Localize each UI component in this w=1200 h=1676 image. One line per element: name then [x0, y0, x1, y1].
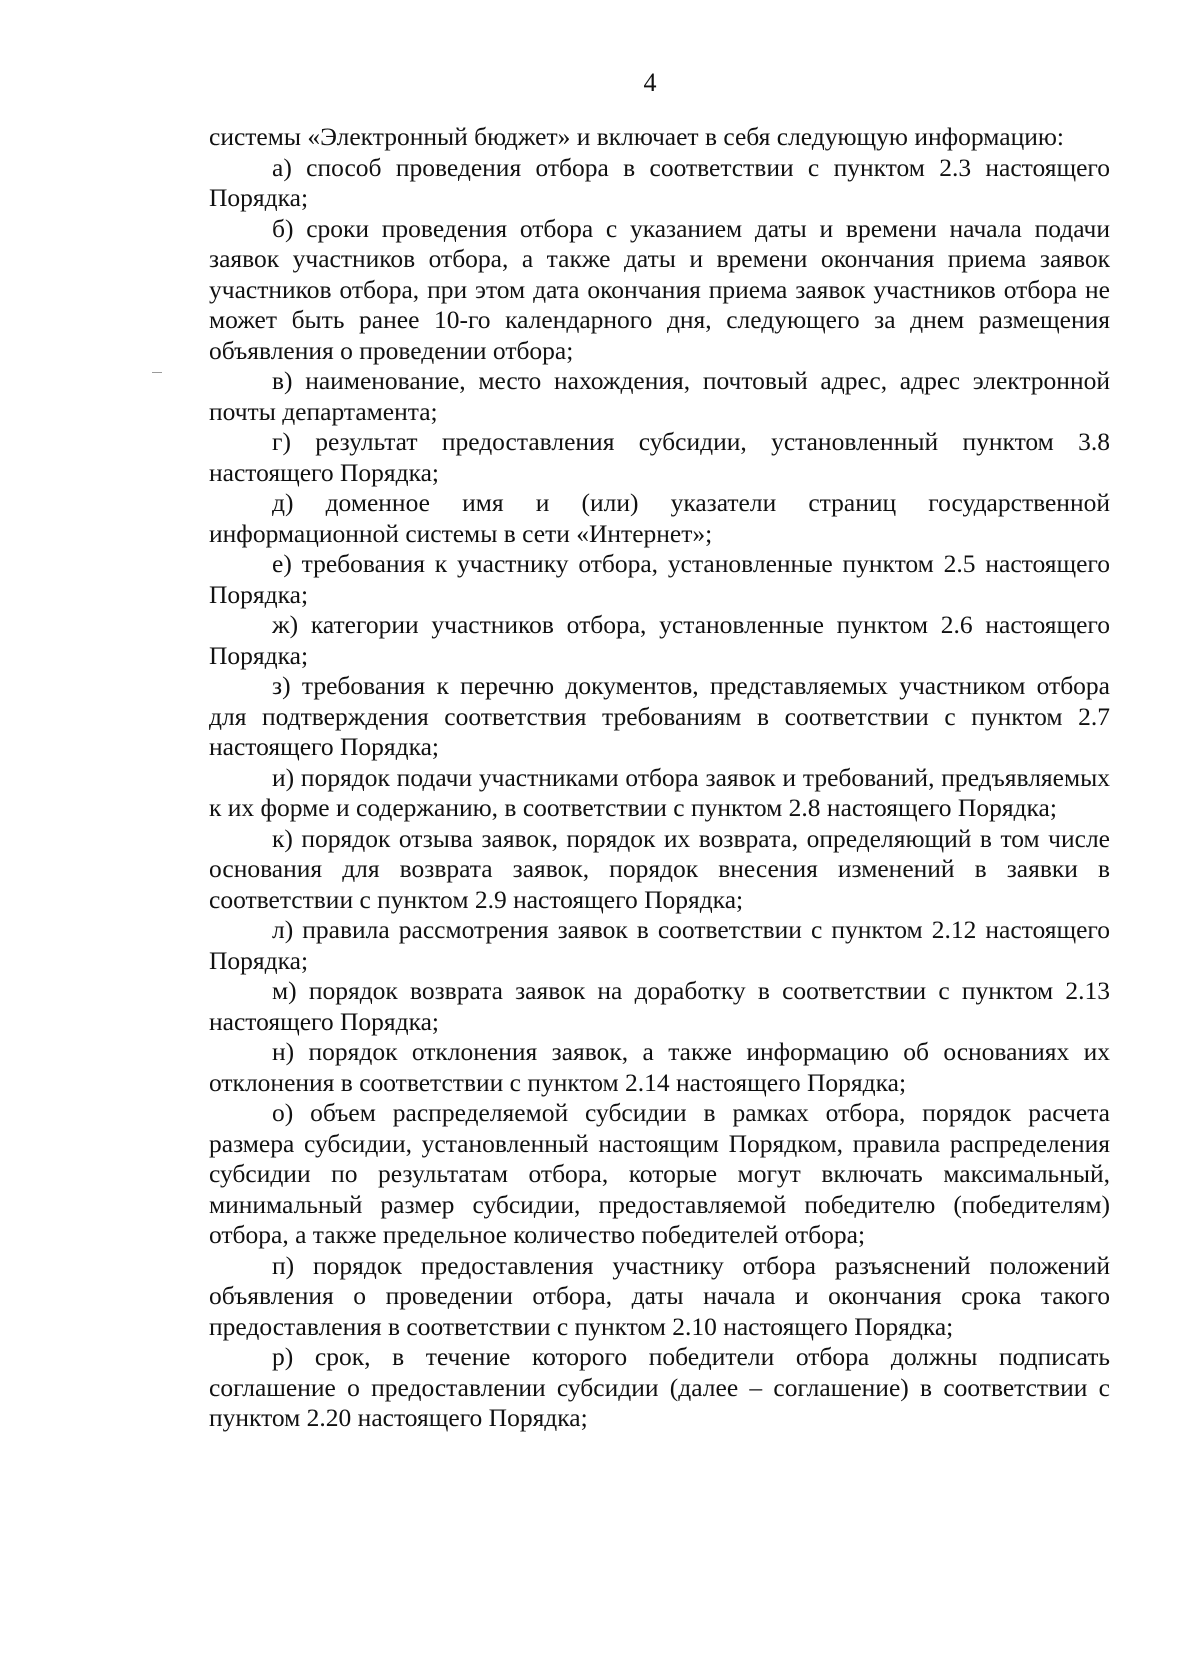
list-item-o: о) объем распределяемой субсидии в рамках отбора, порядок расчета размера субсидии, установленный настоящим Порядком, правила распределения субсидии по результатам отбора, которые могут включать максимальный, минимальный размер субсидии, предоставляемой победителю (победителям) отбора, а также предельное количество победителей отбора; — [209, 1098, 1110, 1249]
list-item-m: м) порядок возврата заявок на доработку в соответствии с пунктом 2.13 настоящего Порядка; — [209, 976, 1110, 1036]
list-item-v: в) наименование, место нахождения, почтовый адрес, адрес электронной почты департамента; — [209, 366, 1110, 426]
list-item-k: к) порядок отзыва заявок, порядок их возврата, определяющий в том числе основания для возврата заявок, порядок внесения изменений в заявки в соответствии с пунктом 2.9 настоящего Порядка; — [209, 823, 1110, 914]
list-item-i: и) порядок подачи участниками отбора заявок и требований, предъявляемых к их форме и содержанию, в соответствии с пунктом 2.8 настоящего Порядка; — [209, 762, 1110, 822]
document-body — [209, 122, 1110, 1434]
list-item-z: з) требования к перечню документов, представляемых участником отбора для подтверждения соответствия требованиям в соответствии с пунктом 2.7 настоящего Порядка; — [209, 671, 1110, 761]
list-item-zh: ж) категории участников отбора, установленные пунктом 2.6 настоящего Порядка; — [209, 610, 1110, 670]
list-item-n: н) порядок отклонения заявок, а также информацию об основаниях их отклонения в соответствии с пунктом 2.14 настоящего Порядка; — [209, 1037, 1110, 1097]
list-item-l: л) правила рассмотрения заявок в соответствии с пунктом 2.12 настоящего Порядка; — [209, 915, 1110, 975]
scan-mark — [152, 372, 162, 373]
list-item-d: д) доменное имя и (или) указатели страниц государственной информационной системы в сети «Интернет»; — [209, 488, 1110, 548]
list-item-p: п) порядок предоставления участнику отбора разъяснений положений объявления о проведении отбора, даты начала и окончания срока такого предоставления в соответствии с пунктом 2.10 настоящего Порядка; — [209, 1250, 1110, 1341]
page-number: 4 — [643, 68, 657, 97]
list-item-r: р) срок, в течение которого победители отбора должны подписать соглашение о предоставлении субсидии (далее – соглашение) в соответствии с пунктом 2.20 настоящего Порядка; — [209, 1342, 1110, 1432]
list-item-a: а) способ проведения отбора в соответствии с пунктом 2.3 настоящего Порядка; — [209, 152, 1110, 212]
list-item-b: б) сроки проведения отбора с указанием даты и времени начала подачи заявок участников отбора, а также даты и времени окончания приема заявок участников отбора, при этом дата окончания приема заявок участников отбора не может быть ранее 10-го календарного дня, следующего за днем размещения объявления о проведении отбора; — [209, 213, 1110, 365]
list-item-e: е) требования к участнику отбора, установленные пунктом 2.5 настоящего Порядка; — [209, 549, 1110, 609]
paragraph-intro: системы «Электронный бюджет» и включает в себя следующую информацию: — [209, 122, 1064, 151]
list-item-g: г) результат предоставления субсидии, установленный пунктом 3.8 настоящего Порядка; — [209, 427, 1110, 487]
